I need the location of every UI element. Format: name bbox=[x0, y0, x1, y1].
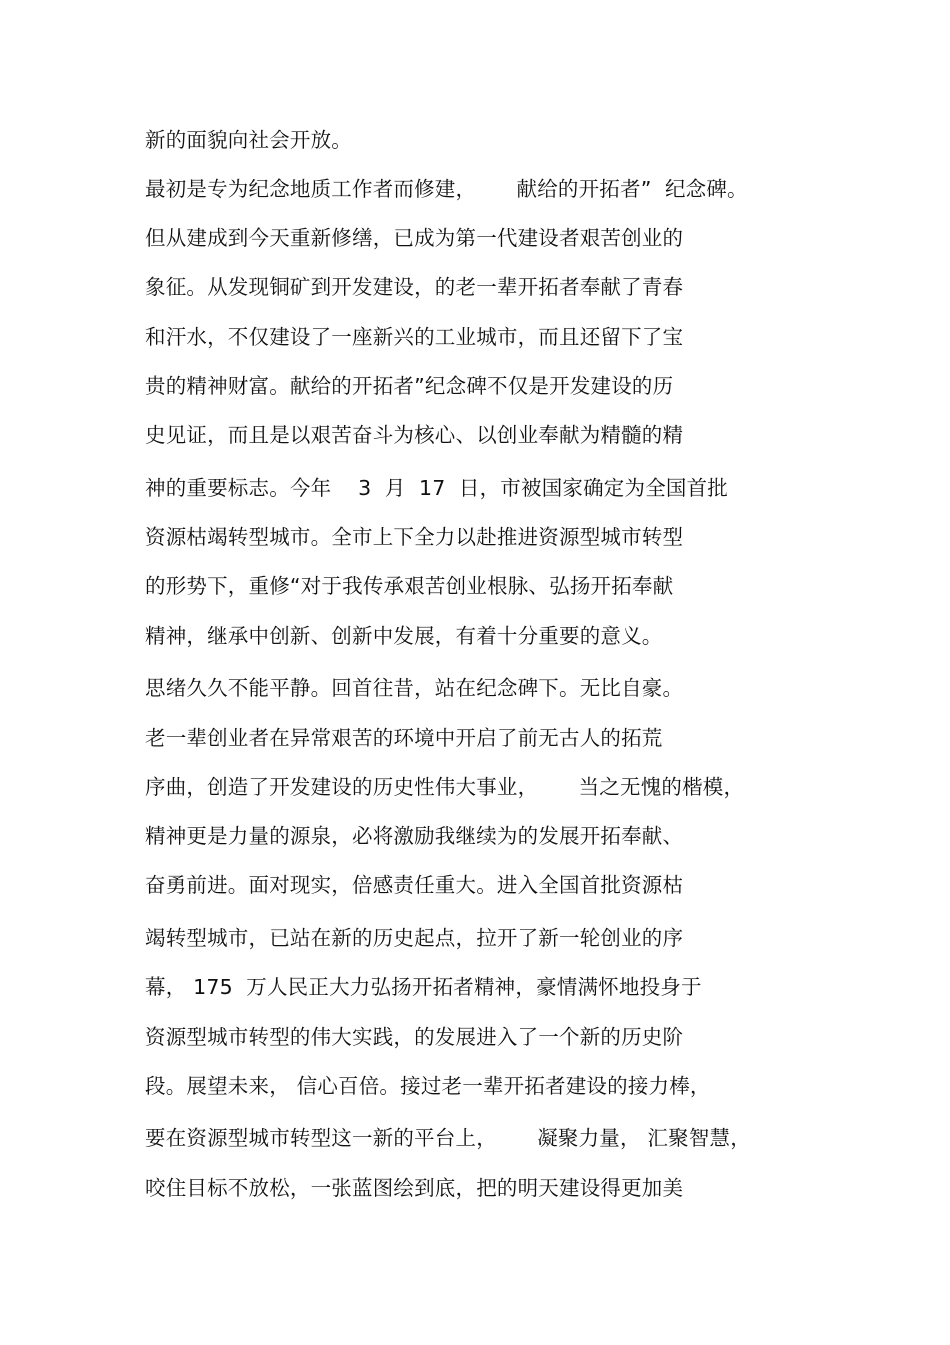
text-line: 最初是专为纪念地质工作者而修建， 献给的开拓者” 纪念碑。 bbox=[145, 177, 748, 201]
text-line: 资源型城市转型的伟大实践，的发展进入了一个新的历史阶 bbox=[145, 1025, 684, 1049]
text-line: 神的重要标志。今年 3 月 17 日，市被国家确定为全国首批 bbox=[145, 476, 728, 500]
text-line: 精神更是力量的源泉，必将激励我继续为的发展开拓奉献、 bbox=[145, 824, 684, 848]
text-line: 要在资源型城市转型这一新的平台上， 凝聚力量， 汇聚智慧， bbox=[145, 1126, 751, 1150]
text-line: 幕， 175 万人民正大力弘扬开拓者精神，豪情满怀地投身于 bbox=[145, 975, 702, 999]
text-line: 新的面貌向社会开放。 bbox=[145, 128, 352, 152]
text-line: 竭转型城市，已站在新的历史起点，拉开了新一轮创业的序 bbox=[145, 926, 684, 950]
text-line: 老一辈创业者在异常艰苦的环境中开启了前无古人的拓荒 bbox=[145, 726, 663, 750]
text-line: 和汗水，不仅建设了一座新兴的工业城市，而且还留下了宝 bbox=[145, 325, 684, 349]
text-line: 段。展望未来， 信心百倍。接过老一辈开拓者建设的接力棒， bbox=[145, 1074, 711, 1098]
text-line: 资源枯竭转型城市。全市上下全力以赴推进资源型城市转型 bbox=[145, 525, 684, 549]
text-line: 奋勇前进。面对现实，倍感责任重大。进入全国首批资源枯 bbox=[145, 873, 684, 897]
text-line: 象征。从发现铜矿到开发建设，的老一辈开拓者奉献了青春 bbox=[145, 275, 684, 299]
text-line: 精神，继承中创新、创新中发展，有着十分重要的意义。 bbox=[145, 624, 663, 648]
text-line: 序曲，创造了开发建设的历史性伟大事业， 当之无愧的楷模， bbox=[145, 775, 745, 799]
text-line: 但从建成到今天重新修缮，已成为第一代建设者艰苦创业的 bbox=[145, 226, 684, 250]
text-line: 咬住目标不放松，一张蓝图绘到底，把的明天建设得更加美 bbox=[145, 1176, 684, 1200]
text-line: 贵的精神财富。献给的开拓者”纪念碑不仅是开发建设的历 bbox=[145, 374, 674, 398]
text-line: 思绪久久不能平静。回首往昔，站在纪念碑下。无比自豪。 bbox=[145, 676, 684, 700]
text-line: 史见证，而且是以艰苦奋斗为核心、以创业奉献为精髓的精 bbox=[145, 423, 684, 447]
text-line: 的形势下，重修“对于我传承艰苦创业根脉、弘扬开拓奉献 bbox=[145, 574, 674, 598]
